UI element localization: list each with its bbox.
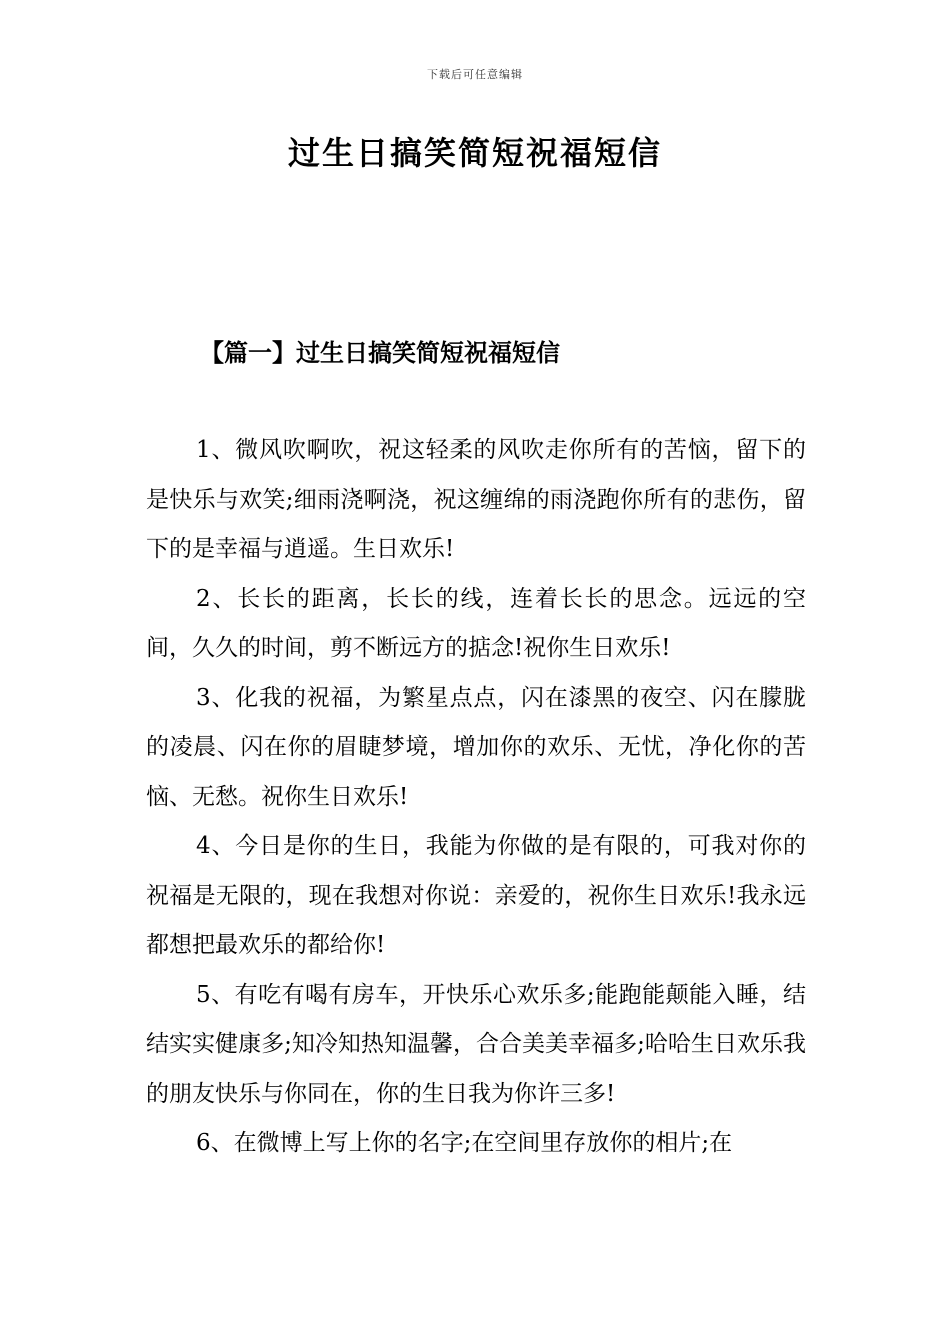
section-heading: 【篇一】过生日搞笑简短祝福短信 bbox=[200, 338, 560, 367]
paragraph-4: 4、今日是你的生日，我能为你做的是有限的，可我对你的祝福是无限的，现在我想对你说：亲爱的，祝你生日欢乐!我永远都想把最欢乐的都给你! bbox=[146, 833, 806, 958]
paragraph-1: 1、微风吹啊吹，祝这轻柔的风吹走你所有的苦恼，留下的是快乐与欢笑;细雨浇啊浇，祝这缠绵的雨浇跑你所有的悲伤，留下的是幸福与逍遥。生日欢乐! bbox=[146, 437, 806, 562]
paragraph-3: 3、化我的祝福，为繁星点点，闪在漆黑的夜空、闪在朦胧的凌晨、闪在你的眉睫梦境，增加你的欢乐、无忧，净化你的苦恼、无愁。祝你生日欢乐! bbox=[146, 684, 806, 810]
paragraph-2: 2、长长的距离，长长的线，连着长长的思念。远远的空间，久久的时间，剪不断远方的掂念!祝你生日欢乐! bbox=[146, 585, 806, 661]
document-title: 过生日搞笑简短祝福短信 bbox=[287, 134, 662, 172]
paragraph-6: 6、在微博上写上你的名字;在空间里存放你的相片;在 bbox=[196, 1130, 733, 1156]
document-body bbox=[146, 426, 806, 1169]
paragraph-5: 5、有吃有喝有房车，开快乐心欢乐多;能跑能颠能入睡，结结实实健康多;知冷知热知温馨，合合美美幸福多;哈哈生日欢乐我的朋友快乐与你同在，你的生日我为你许三多! bbox=[146, 981, 806, 1107]
header-note: 下载后可任意编辑 bbox=[427, 68, 523, 81]
